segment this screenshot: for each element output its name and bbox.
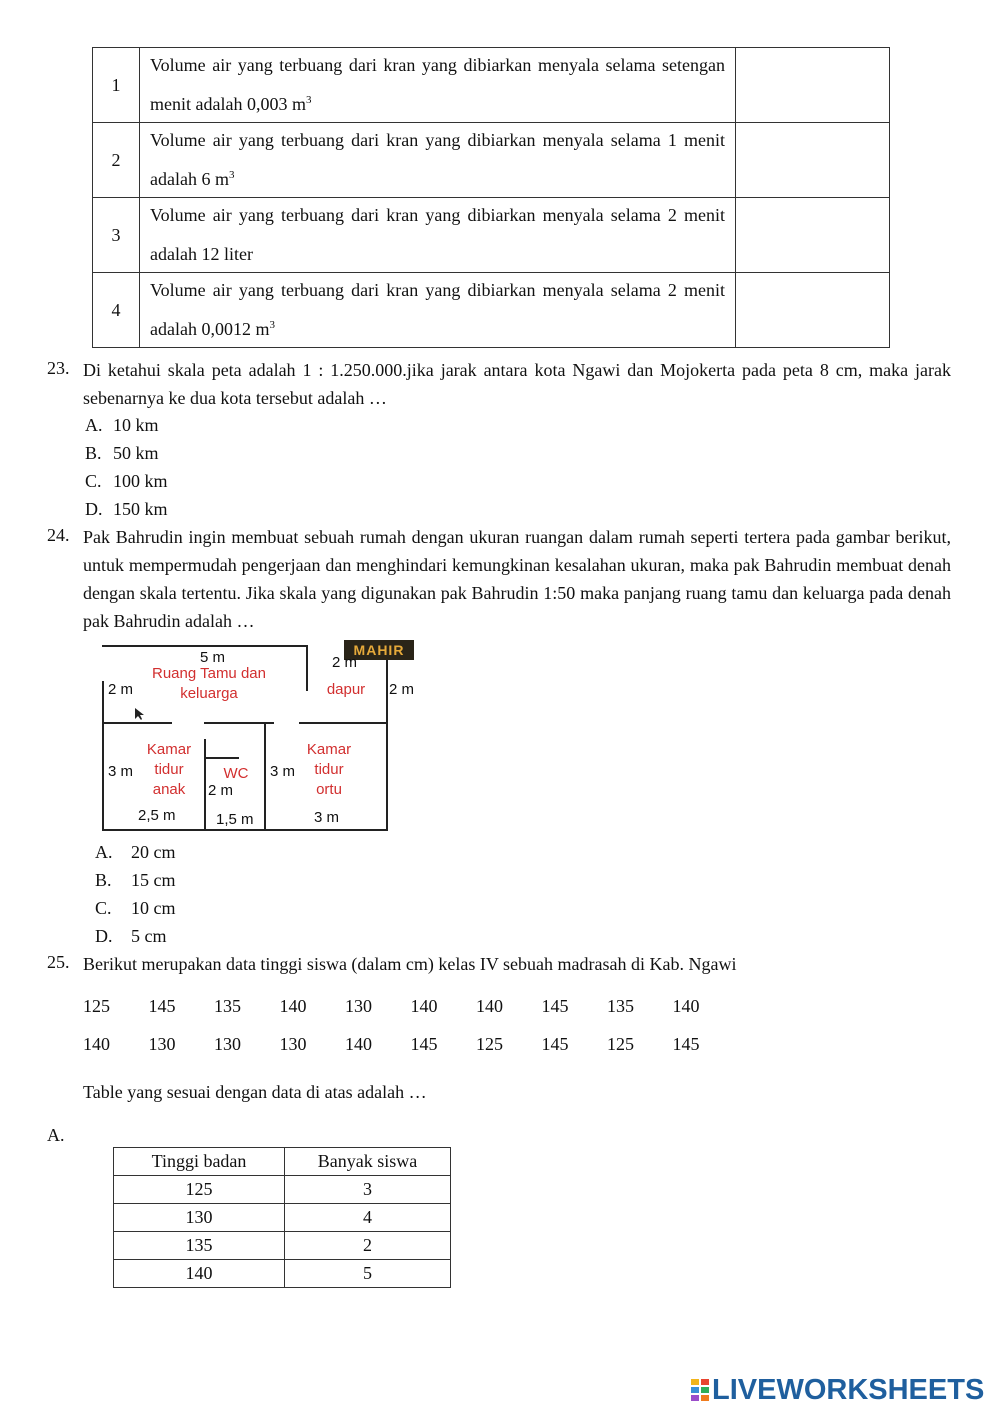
statement-table bbox=[92, 47, 890, 348]
table-row bbox=[93, 273, 890, 348]
q24-option-a[interactable]: A. 20 cm bbox=[95, 842, 176, 862]
q23-option-a[interactable]: A. 10 km bbox=[85, 415, 159, 435]
table-cell: 4 bbox=[285, 1204, 451, 1232]
column-header: Tinggi badan bbox=[114, 1148, 285, 1176]
table-cell: 130 bbox=[114, 1204, 285, 1232]
wall bbox=[264, 722, 266, 831]
cursor-icon bbox=[134, 707, 146, 721]
table-cell: 125 bbox=[114, 1176, 285, 1204]
statement-text: Volume air yang terbuang dari kran yang dibiarkan menyala selama 1 menit adalah 6 $m^3$ bbox=[140, 123, 736, 198]
q23-option-d[interactable]: D. 150 km bbox=[85, 499, 168, 519]
question-25-prompt: Table yang sesuai dengan data di atas adalah … bbox=[83, 1082, 427, 1102]
data-row-2: 140 130 130 130 140 145 125 145 125 145 bbox=[83, 1034, 700, 1054]
table-row bbox=[114, 1232, 451, 1260]
liveworksheets-icon bbox=[690, 1378, 710, 1402]
column-header: Banyak siswa bbox=[285, 1148, 451, 1176]
q24-option-c[interactable]: C. 10 cm bbox=[95, 898, 176, 918]
room-parent-label: Kamar tidur ortu bbox=[306, 741, 352, 798]
brand-name: LIVEWORKSHEETS bbox=[712, 1373, 985, 1406]
dim-3m-child: 3 m bbox=[108, 763, 134, 780]
dim-5m: 5 m bbox=[200, 649, 226, 666]
question-23-text: Di ketahui skala peta adalah 1 : 1.250.000.jika jarak antara kota Ngawi dan Mojokerta pada peta 8 cm, maka jarak sebenarnya ke dua kota tersebut adalah … bbox=[83, 360, 951, 408]
statement-number: 1 bbox=[93, 48, 140, 123]
statement-text: Volume air yang terbuang dari kran yang dibiarkan menyala selama setengan menit adalah 0,003 $m^3$ bbox=[140, 48, 736, 123]
table-cell: 5 bbox=[285, 1260, 451, 1288]
data-row-1: 125 145 135 140 130 140 140 145 135 140 bbox=[83, 996, 700, 1016]
dim-2m-top: 2 m bbox=[332, 654, 358, 671]
wall bbox=[299, 722, 388, 724]
wall bbox=[102, 645, 308, 647]
answer-cell[interactable] bbox=[736, 48, 890, 123]
question-25-number: 25. bbox=[47, 952, 70, 972]
wall bbox=[102, 722, 172, 724]
liveworksheets-logo bbox=[690, 1373, 984, 1407]
table-row bbox=[114, 1260, 451, 1288]
q25-option-a-letter[interactable]: A. bbox=[47, 1125, 65, 1145]
dim-15m: 1,5 m bbox=[216, 811, 254, 828]
wall bbox=[306, 645, 308, 691]
table-row bbox=[93, 48, 890, 123]
question-25-text: Berikut merupakan data tinggi siswa (dalam cm) kelas IV sebuah madrasah di Kab. Ngawi bbox=[83, 954, 737, 974]
q24-option-d[interactable]: D. 5 cm bbox=[95, 926, 167, 946]
answer-cell[interactable] bbox=[736, 123, 890, 198]
statement-text: Volume air yang terbuang dari kran yang dibiarkan menyala selama 2 menit adalah 12 liter bbox=[140, 198, 736, 273]
dim-25m: 2,5 m bbox=[138, 807, 176, 824]
q23-option-c[interactable]: C. 100 km bbox=[85, 471, 168, 491]
mahir-logo: MAHIR bbox=[344, 640, 414, 660]
statement-number: 2 bbox=[93, 123, 140, 198]
room-wc-label: WC bbox=[223, 765, 249, 782]
statement-text: Volume air yang terbuang dari kran yang dibiarkan menyala selama 2 menit adalah 0,0012 $m^3$ bbox=[140, 273, 736, 348]
answer-cell[interactable] bbox=[736, 198, 890, 273]
dim-2m-wc: 2 m bbox=[208, 782, 234, 799]
room-living-label: Ruang Tamu dan keluarga bbox=[152, 665, 266, 702]
q24-option-b[interactable]: B. 15 cm bbox=[95, 870, 176, 890]
question-24-text: Pak Bahrudin ingin membuat sebuah rumah dengan ukuran ruangan dalam rumah seperti tertera pada gambar berikut, untuk mempermudah pengerjaan dan menghindari kemungkinan kesalahan ukuran, maka pak Bahrudin membuat denah dengan skala tertentu. Jika skala yang digunakan pak Bahrudin 1:50 maka panjang ruang tamu dan keluarga pada denah pak Bahrudin adalah … bbox=[83, 527, 951, 631]
table-row bbox=[93, 198, 890, 273]
answer-cell[interactable] bbox=[736, 273, 890, 348]
table-row bbox=[114, 1204, 451, 1232]
wall bbox=[204, 739, 206, 831]
table-cell: 135 bbox=[114, 1232, 285, 1260]
wall bbox=[102, 829, 388, 831]
statement-number: 3 bbox=[93, 198, 140, 273]
wall bbox=[386, 645, 388, 831]
room-kitchen-label: dapur bbox=[326, 681, 366, 698]
table-header-row bbox=[114, 1148, 451, 1176]
dim-3m-parent: 3 m bbox=[270, 763, 296, 780]
table-cell: 140 bbox=[114, 1260, 285, 1288]
q23-option-b[interactable]: B. 50 km bbox=[85, 443, 159, 463]
room-child-label: Kamar tidur anak bbox=[146, 741, 192, 798]
question-24-number: 24. bbox=[47, 525, 70, 545]
table-row bbox=[114, 1176, 451, 1204]
table-cell: 3 bbox=[285, 1176, 451, 1204]
table-row bbox=[93, 123, 890, 198]
dim-2m-right: 2 m bbox=[389, 681, 415, 698]
table-cell: 2 bbox=[285, 1232, 451, 1260]
floor-plan bbox=[94, 639, 424, 834]
wall bbox=[204, 757, 239, 759]
wall bbox=[102, 681, 104, 831]
frequency-table bbox=[113, 1147, 451, 1288]
question-23-number: 23. bbox=[47, 358, 70, 378]
statement-number: 4 bbox=[93, 273, 140, 348]
dim-2m-left: 2 m bbox=[108, 681, 134, 698]
dim-3m-bottom: 3 m bbox=[314, 809, 340, 826]
